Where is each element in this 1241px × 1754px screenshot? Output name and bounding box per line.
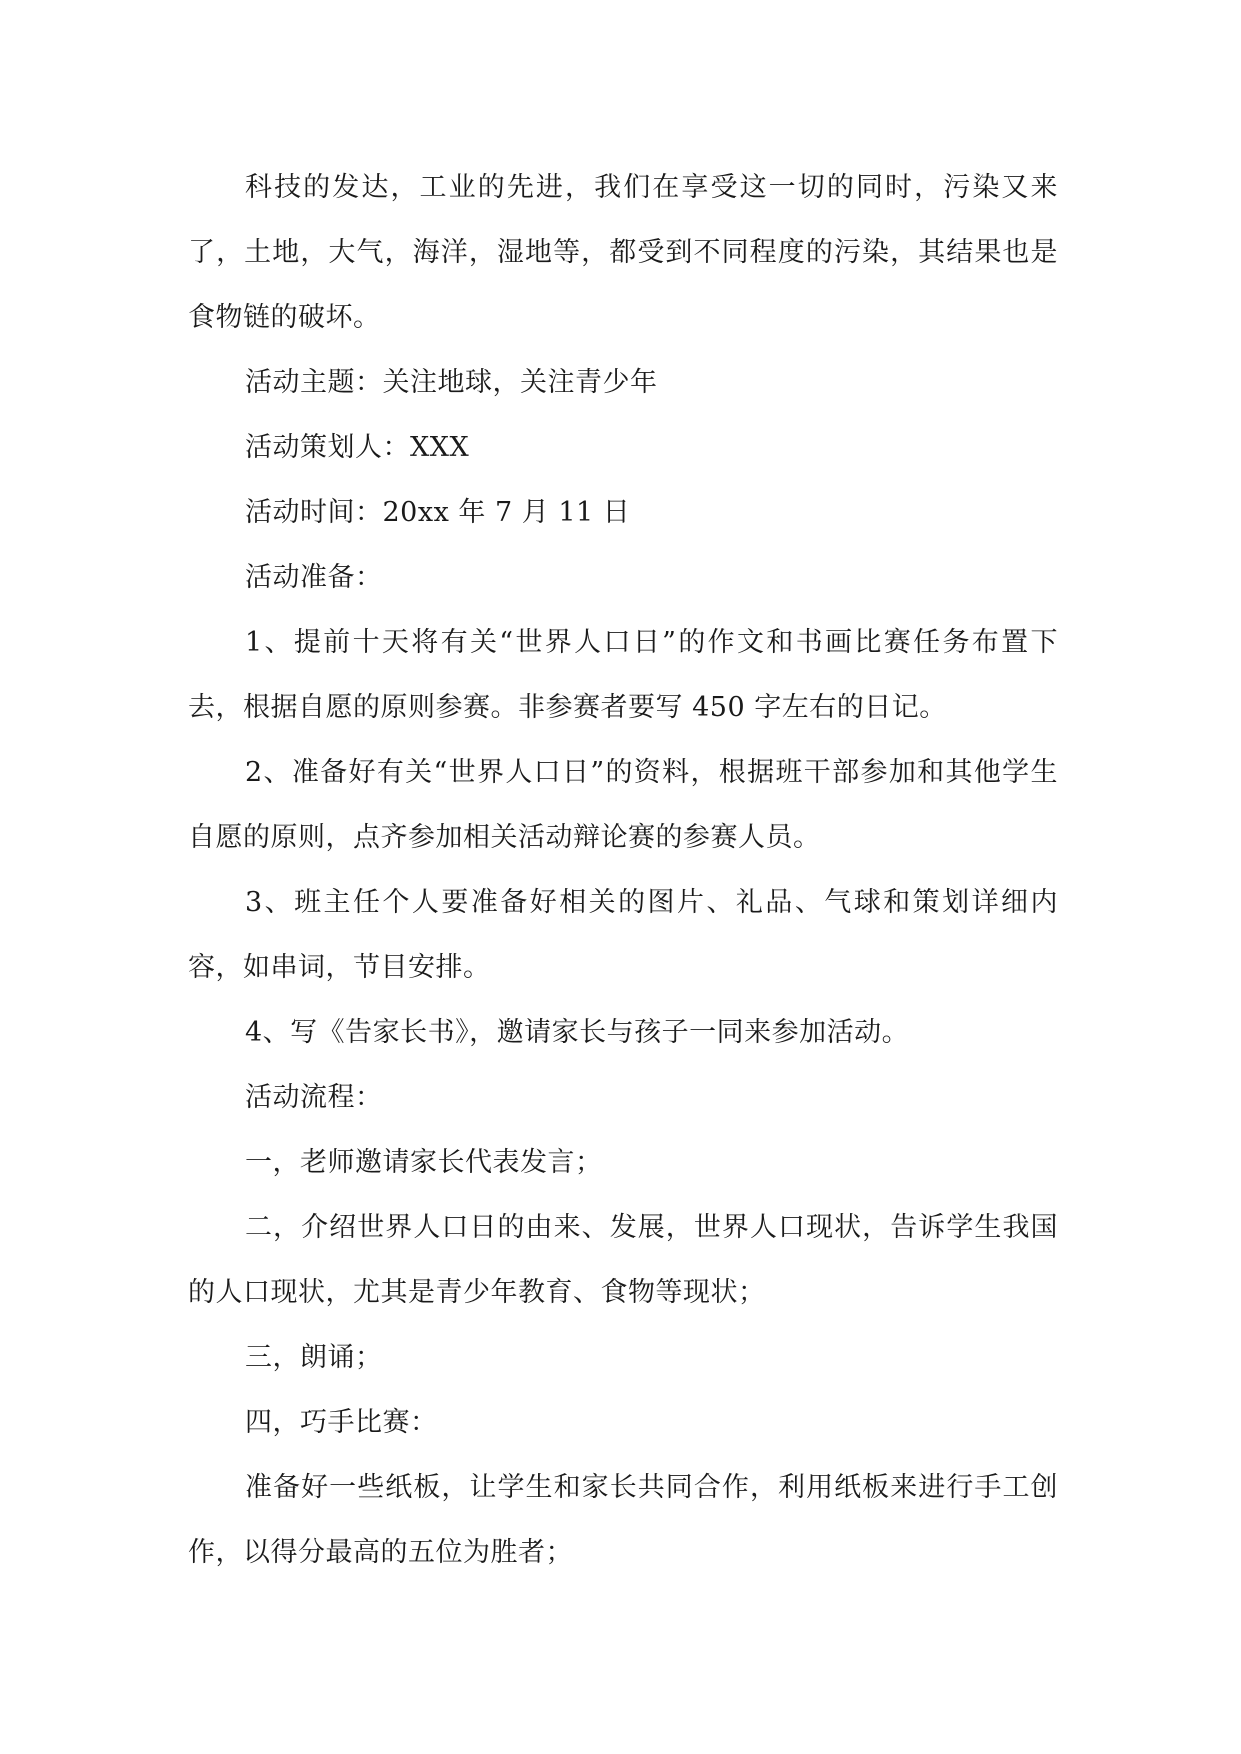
paragraph-preparation-4: 4、写《告家长书》，邀请家长与孩子一同来参加活动。 bbox=[245, 1017, 910, 1048]
paragraph-process-2: 二，介绍世界人口日的由来、发展，世界人口现状，告诉学生我国的人口现状，尤其是青少年教育、食物等现状； bbox=[188, 1212, 1058, 1308]
heading-activity-preparation: 活动准备： bbox=[245, 562, 383, 593]
paragraph-process-1: 一，老师邀请家长代表发言； bbox=[245, 1147, 603, 1178]
paragraph-preparation-2: 2、准备好有关“世界人口日”的资料，根据班干部参加和其他学生自愿的原则，点齐参加相关活动辩论赛的参赛人员。 bbox=[188, 757, 1058, 853]
paragraph-activity-planner: 活动策划人：XXX bbox=[245, 432, 470, 463]
document-body bbox=[188, 155, 1058, 1585]
heading-activity-process: 活动流程： bbox=[245, 1082, 383, 1113]
paragraph-pollution-intro: 科技的发达，工业的先进，我们在享受这一切的同时，污染又来了，土地，大气，海洋，湿地等，都受到不同程度的污染，其结果也是食物链的破坏。 bbox=[188, 172, 1058, 333]
paragraph-activity-time: 活动时间：20xx 年 7 月 11 日 bbox=[245, 497, 631, 528]
paragraph-activity-theme: 活动主题：关注地球，关注青少年 bbox=[245, 367, 658, 398]
paragraph-process-4-detail: 准备好一些纸板，让学生和家长共同合作，利用纸板来进行手工创作，以得分最高的五位为胜者； bbox=[188, 1472, 1058, 1568]
paragraph-preparation-1: 1、提前十天将有关“世界人口日”的作文和书画比赛任务布置下去，根据自愿的原则参赛。非参赛者要写 450 字左右的日记。 bbox=[188, 627, 1058, 723]
paragraph-process-4: 四，巧手比赛： bbox=[245, 1407, 438, 1438]
paragraph-process-3: 三，朗诵； bbox=[245, 1342, 383, 1373]
paragraph-preparation-3: 3、班主任个人要准备好相关的图片、礼品、气球和策划详细内容，如串词，节目安排。 bbox=[188, 887, 1058, 983]
